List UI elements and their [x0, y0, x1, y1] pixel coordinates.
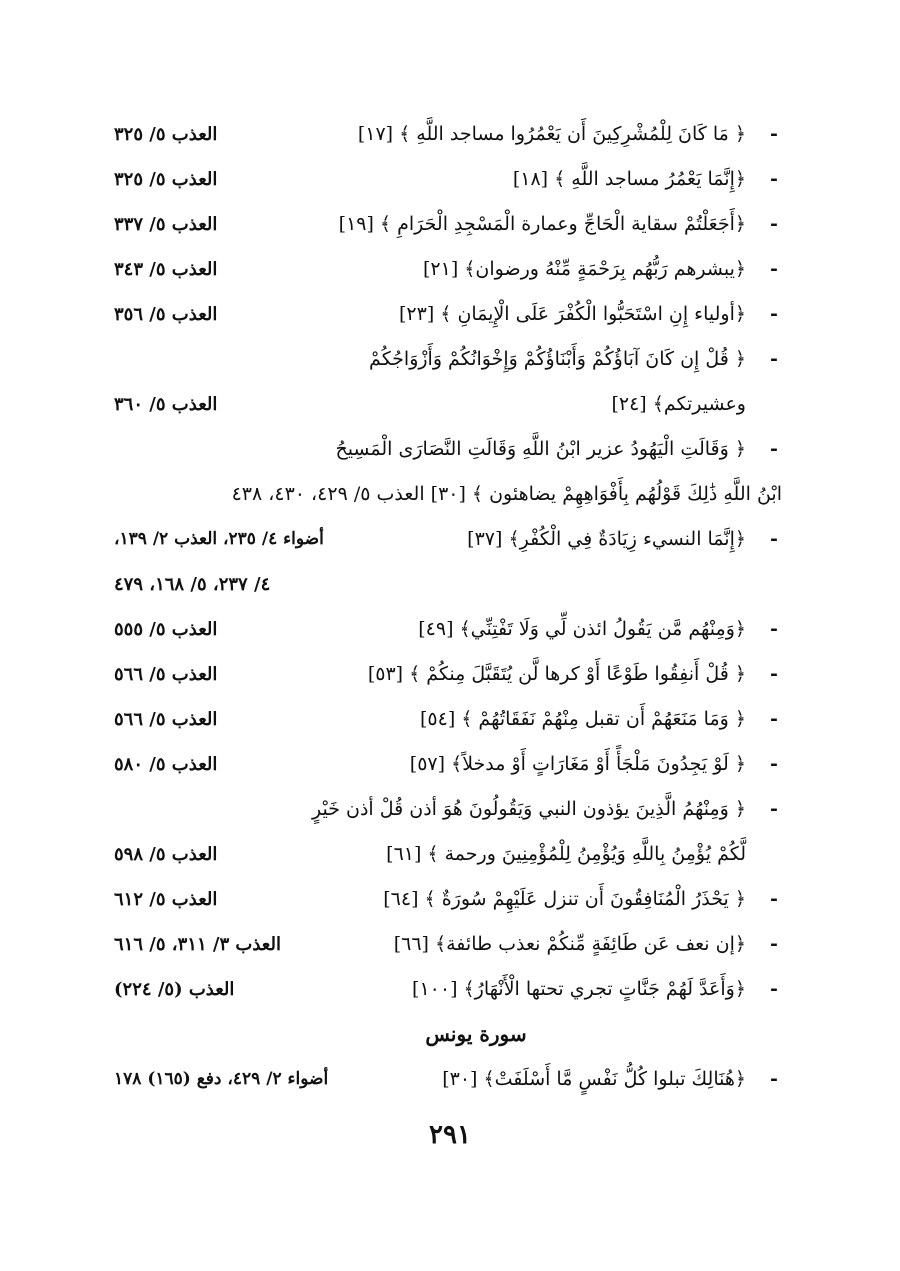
verse-text: ﴿إِنَّمَا يَعْمُرُ مساجد اللَّهِ ﴾ [١٨] [512, 168, 746, 190]
verse-text: ﴿أولياء إِنِ اسْتَحَبُّوا الْكُفْرَ عَلَى الْإِيمَانِ ﴾ [٢٣] [398, 303, 746, 325]
verse-text: ﴿وَمِنْهُم مَّن يَقُولُ ائذن لِّي وَلَا تَفْتِنِّي﴾ [٤٩] [418, 618, 746, 640]
surah-heading: سورة يونس [425, 1022, 527, 1046]
verse-text-continuation: وعشيرتكم﴾ [٢٤] [611, 393, 746, 415]
verse-reference: العذب ٥/ ٦١٢ [114, 889, 218, 910]
verse-reference: العذب ٥/ ٥٩٨ [114, 844, 218, 865]
verse-entry [110, 1057, 782, 1102]
verse-reference: العذب ٥/ ٣٣٧ [114, 214, 218, 235]
verse-text: ﴿ وَمِنْهُمُ الَّذِينَ يؤذون النبي وَيَقُولُونَ هُوَ أذن قُلْ أذن خَيْرٍ [312, 798, 746, 820]
verse-text: ﴿إِنَّمَا النسيء زِيَادَةٌ فِي الْكُفْرِ﴾ [٣٧] [467, 528, 746, 550]
verse-text: ﴿ وَمَا مَنَعَهُمْ أَن تقبل مِنْهُمْ نَفَقَاتُهُمْ ﴾ [٥٤] [419, 708, 746, 730]
page-number: ٢٩١ [429, 1120, 471, 1150]
verse-entry [110, 202, 782, 247]
verse-entry [110, 652, 782, 697]
list-dash: - [770, 303, 778, 325]
verse-text: ﴿يبشرهم رَبُّهُم بِرَحْمَةٍ مِّنْهُ ورضوان﴾ [٢١] [422, 258, 746, 280]
verse-text: ﴿ قُلْ إِن كَانَ آبَاؤُكُمْ وَأَبْنَاؤُكُمْ وَإِخْوَانُكُمْ وَأَزْوَاجُكُمْ [369, 348, 746, 370]
list-dash: - [770, 618, 778, 640]
verse-entry [110, 742, 782, 787]
verse-entry [110, 877, 782, 922]
verse-reference: العذب ٥/ ٥٨٠ [114, 754, 218, 775]
verse-index-list [110, 112, 782, 1102]
list-dash: - [770, 708, 778, 730]
verse-entry [110, 247, 782, 292]
verse-entry [110, 517, 782, 607]
list-dash: - [770, 933, 778, 955]
verse-text: ﴿ مَا كَانَ لِلْمُشْرِكِينَ أَن يَعْمُرُوا مساجد اللَّهِ ﴾ [١٧] [357, 123, 746, 145]
verse-text: ﴿هُنَالِكَ تبلوا كُلُّ نَفْسٍ مَّا أَسْلَفَتْ﴾ [٣٠] [442, 1068, 746, 1090]
verse-entry [110, 697, 782, 742]
list-dash: - [770, 528, 778, 550]
list-dash: - [770, 258, 778, 280]
verse-reference: العذب ٥/ ٥٦٦ [114, 664, 218, 685]
verse-text-continuation: لَّكُمْ يُؤْمِنُ بِاللَّهِ وَيُؤْمِنُ لِلْمُؤْمِنِينَ ورحمة ﴾ [٦١] [386, 843, 746, 865]
verse-reference: العذب ٥/ ٣٤٣ [114, 259, 218, 280]
verse-text-continuation: ابْنُ اللَّهِ ذَٰلِكَ قَوْلُهُم بِأَفْوَاهِهِمْ يضاهئون ﴾ [٣٠] العذب ٥/ ٤٢٩، ٤٣٠، ٤٣٨ [231, 483, 782, 505]
verse-text: ﴿وَأَعَدَّ لَهُمْ جَنَّاتٍ تجري تحتها الْأَنْهَارُ﴾ [١٠٠] [412, 978, 746, 1000]
verse-entry [110, 922, 782, 967]
verse-reference-continuation: ٤/ ٢٣٧، ٥/ ١٦٨، ٤٧٩ [114, 574, 271, 595]
verse-entry [110, 427, 782, 517]
verse-text: ﴿ وَقَالَتِ الْيَهُودُ عزير ابْنُ اللَّهِ وَقَالَتِ النَّصَارَى الْمَسِيحُ [335, 438, 746, 460]
verse-reference: العذب ٥/ ٥٦٦ [114, 709, 218, 730]
list-dash: - [770, 888, 778, 910]
verse-entry [110, 112, 782, 157]
verse-reference: أضواء ٤/ ٢٣٥، العذب ٢/ ١٣٩، [114, 529, 324, 549]
list-dash: - [770, 663, 778, 685]
verse-entry [110, 337, 782, 427]
verse-reference: العذب ٥/ ٣٢٥ [114, 124, 218, 145]
verse-reference: العذب (٥/ ٢٢٤) [114, 979, 235, 1000]
verse-reference: العذب ٥/ ٣٥٦ [114, 304, 218, 325]
verse-entry [110, 607, 782, 652]
list-dash: - [770, 978, 778, 1000]
verse-entry [110, 967, 782, 1012]
list-dash: - [770, 753, 778, 775]
list-dash: - [770, 798, 778, 820]
list-dash: - [770, 1068, 778, 1090]
verse-text: ﴿ لَوْ يَجِدُونَ مَلْجَأً أَوْ مَغَارَاتٍ أَوْ مدخلاً﴾ [٥٧] [409, 753, 746, 775]
list-dash: - [770, 168, 778, 190]
verse-reference: أضواء ٢/ ٤٢٩، دفع (١٦٥) ١٧٨ [114, 1069, 329, 1089]
list-dash: - [770, 438, 778, 460]
list-dash: - [770, 348, 778, 370]
verse-entry [110, 787, 782, 877]
verse-reference: العذب ٥/ ٣٦٠ [114, 394, 218, 415]
verse-text: ﴿إن نعف عَن طَائِفَةٍ مِّنكُمْ نعذب طائفة﴾ [٦٦] [393, 933, 746, 955]
verse-text: ﴿ يَحْذَرُ الْمُنَافِقُونَ أَن تنزل عَلَيْهِمْ سُورَةٌ ﴾ [٦٤] [383, 888, 746, 910]
verse-reference: العذب ٣/ ٣١١، ٥/ ٦١٦ [114, 934, 281, 955]
verse-entry [110, 157, 782, 202]
verse-reference: العذب ٥/ ٥٥٥ [114, 619, 218, 640]
verse-text: ﴿أَجَعَلْتُمْ سقاية الْحَاجِّ وعمارة الْمَسْجِدِ الْحَرَامِ ﴾ [١٩] [338, 213, 746, 235]
verse-reference: العذب ٥/ ٣٢٥ [114, 169, 218, 190]
list-dash: - [770, 123, 778, 145]
verse-entry [110, 292, 782, 337]
verse-text: ﴿ قُلْ أَنفِقُوا طَوْعًا أَوْ كرها لَّن يُتَقَبَّلَ مِنكُمْ ﴾ [٥٣] [367, 663, 746, 685]
list-dash: - [770, 213, 778, 235]
